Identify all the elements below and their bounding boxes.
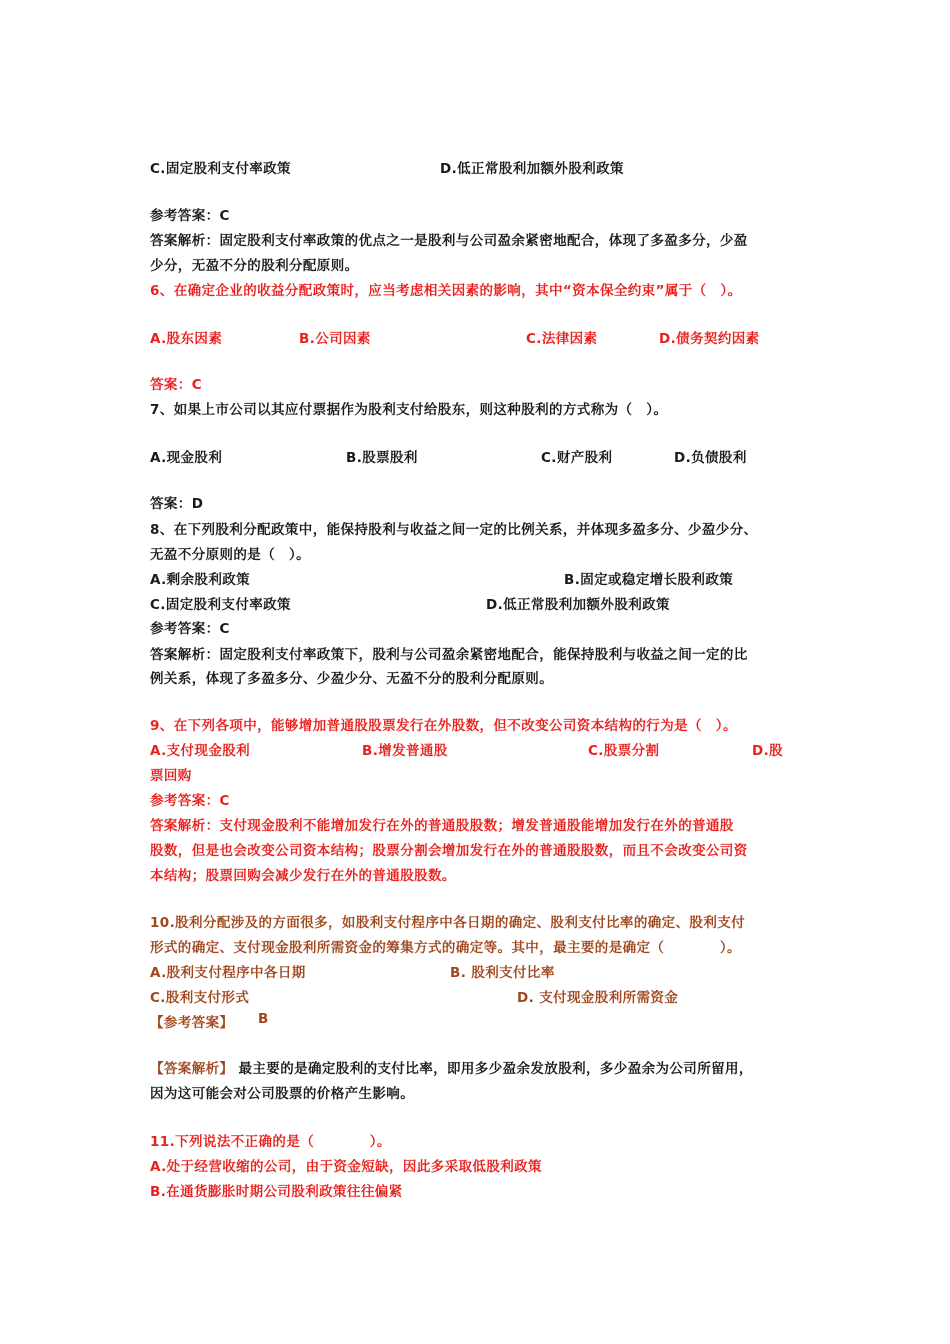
q6-option-a: A.股东因素 [150, 331, 223, 347]
q6-option-c: C.法律因素 [526, 331, 598, 347]
q7-answer: 答案：D [150, 496, 204, 512]
q8-option-a: A.剩余股利政策 [150, 572, 251, 588]
q6-option-d: D.债务契约因素 [659, 331, 760, 347]
q9-option-c: C.股票分割 [588, 743, 660, 759]
q11-option-b: B.在通货膨胀时期公司股利政策往往偏紧 [150, 1184, 403, 1200]
q10-option-a: A.股利支付程序中各日期 [150, 965, 306, 981]
q9-answer: 参考答案：C [150, 793, 230, 809]
q5-explanation-line-2: 少分，无盈不分的股利分配原则。 [150, 258, 359, 274]
q5-option-d: D.低正常股利加额外股利政策 [440, 161, 624, 177]
q10-explanation-line-2: 因为这可能会对公司股票的价格产生影响。 [150, 1086, 415, 1102]
q10-explanation-line-1 [150, 1057, 753, 1077]
q9-option-b: B.增发普通股 [362, 743, 448, 759]
q7-option-b: B.股票股利 [346, 450, 418, 466]
q10-question-line-1: 10.股利分配涉及的方面很多，如股利支付程序中各日期的确定、股利支付比率的确定、股利支付 [150, 915, 746, 931]
q9-explanation-line-1: 答案解析：支付现金股利不能增加发行在外的普通股股数；增发普通股能增加发行在外的普通股 [150, 818, 734, 834]
q8-option-b: B.固定或稳定增长股利政策 [564, 572, 734, 588]
q10-question-line-2: 形式的确定、支付现金股利所需资金的筹集方式的确定等。其中，最主要的是确定（ ）。 [150, 940, 741, 956]
q10-answer-value: B [258, 1011, 269, 1027]
q11-question: 11.下列说法不正确的是（ ）。 [150, 1134, 391, 1150]
q10-explanation-label: 【答案解析】 [150, 1061, 234, 1077]
q7-question: 7、如果上市公司以其应付票据作为股利支付给股东，则这种股利的方式称为（ ）。 [150, 402, 668, 418]
q8-explanation-line-1: 答案解析：固定股利支付率政策下，股利与公司盈余紧密地配合，能保持股利与收益之间一定的比 [150, 647, 748, 663]
q10-option-b: B. 股利支付比率 [450, 965, 555, 981]
q5-explanation-line-1: 答案解析：固定股利支付率政策的优点之一是股利与公司盈余紧密地配合，体现了多盈多分，少盈 [150, 233, 748, 249]
q10-explanation-text: 最主要的是确定股利的支付比率，即用多少盈余发放股利，多少盈余为公司所留用， [233, 1061, 753, 1077]
q10-answer-label: 【参考答案】 [150, 1015, 234, 1031]
q9-option-a: A.支付现金股利 [150, 743, 251, 759]
q9-explanation-line-3: 本结构；股票回购会减少发行在外的普通股股数。 [150, 868, 456, 884]
q8-answer: 参考答案：C [150, 621, 230, 637]
q9-option-d-end: 票回购 [150, 768, 192, 784]
q7-option-d: D.负债股利 [674, 450, 747, 466]
q8-option-c: C.固定股利支付率政策 [150, 597, 291, 613]
q6-question: 6、在确定企业的收益分配政策时，应当考虑相关因素的影响，其中“资本保全约束”属于（ ）。 [150, 283, 742, 299]
q7-option-a: A.现金股利 [150, 450, 223, 466]
q9-explanation-line-2: 股数，但是也会改变公司资本结构；股票分割会增加发行在外的普通股股数，而且不会改变公司资 [150, 843, 748, 859]
q6-option-b: B.公司因素 [299, 331, 371, 347]
q9-option-d-start: D.股 [752, 743, 784, 759]
q5-option-c: C.固定股利支付率政策 [150, 161, 291, 177]
q11-option-a: A.处于经营收缩的公司，由于资金短缺，因此多采取低股利政策 [150, 1159, 542, 1175]
q7-option-c: C.财产股利 [541, 450, 613, 466]
q10-option-d: D. 支付现金股利所需资金 [517, 990, 679, 1006]
q8-explanation-line-2: 例关系，体现了多盈多分、少盈少分、无盈不分的股利分配原则。 [150, 671, 554, 687]
q6-answer: 答案：C [150, 377, 203, 393]
q8-question-line-2: 无盈不分原则的是（ ）。 [150, 547, 311, 563]
q8-option-d: D.低正常股利加额外股利政策 [486, 597, 670, 613]
q8-question-line-1: 8、在下列股利分配政策中，能保持股利与收益之间一定的比例关系，并体现多盈多分、少盈少分、 [150, 522, 758, 538]
q5-answer: 参考答案：C [150, 208, 230, 224]
q10-option-c: C.股利支付形式 [150, 990, 250, 1006]
q9-question: 9、在下列各项中，能够增加普通股股票发行在外股数，但不改变公司资本结构的行为是（ ）。 [150, 718, 737, 734]
